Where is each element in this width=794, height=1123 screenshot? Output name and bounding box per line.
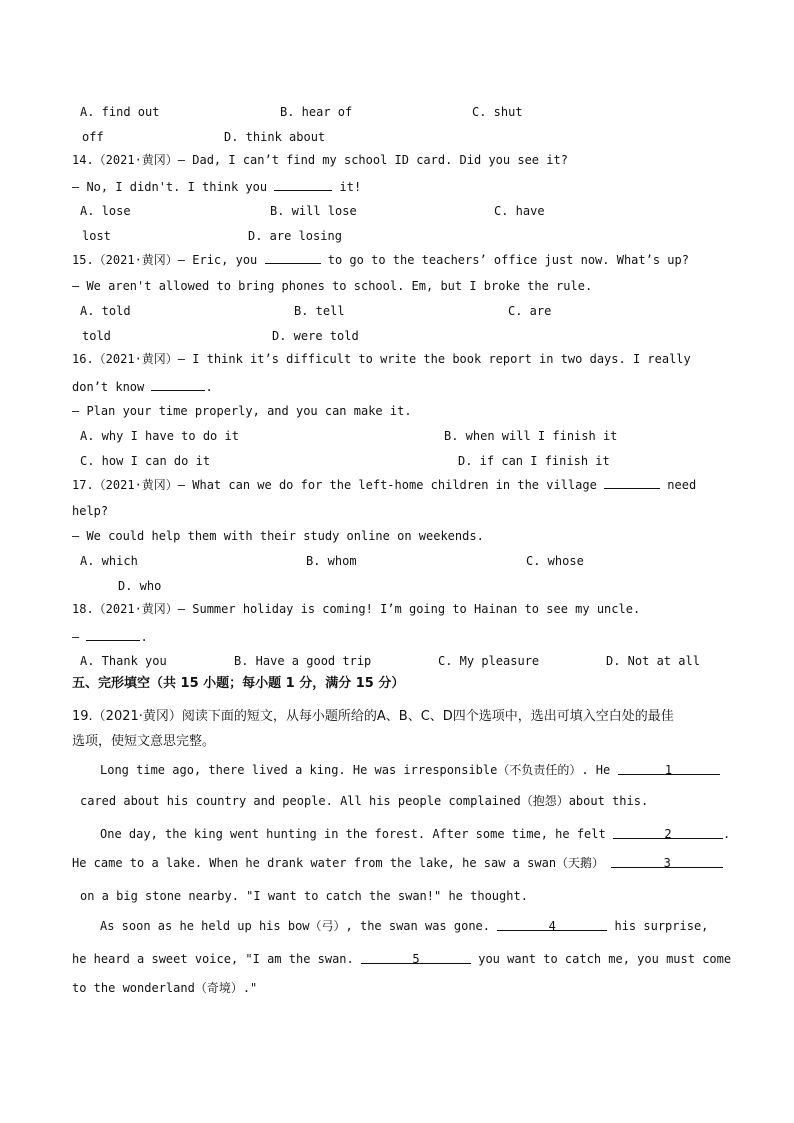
q14-option-b: B. will lose bbox=[270, 204, 357, 218]
q14-option-d: D. are losing bbox=[248, 229, 342, 243]
q18-reply-pre: — bbox=[72, 630, 80, 644]
q18-stem: 18.（2021·黄冈）— Summer holiday is coming! I’m going to Hainan to see my uncle. bbox=[72, 602, 641, 616]
q18-option-b: B. Have a good trip bbox=[234, 654, 372, 668]
q16-stem: 16.（2021·黄冈）— I think it’s difficult to write the book report in two days. I really bbox=[72, 352, 691, 366]
passage-p3-line1-end: his surprise, bbox=[614, 919, 709, 933]
q17-reply: — We could help them with their study online on weekends. bbox=[72, 529, 484, 543]
q14-reply-pre: — No, I didn't. I think you bbox=[72, 180, 268, 194]
cloze-blank-5: 5 bbox=[361, 951, 471, 964]
q13-option-d: D. think about bbox=[224, 130, 326, 144]
q17-stem-pre: 17.（2021·黄冈）— What can we do for the left-home children in the village bbox=[72, 478, 597, 492]
q16-cont-pre: don’t know bbox=[72, 380, 145, 394]
section-five-title: 五、完形填空（共 15 小题；每小题 1 分，满分 15 分） bbox=[72, 676, 405, 691]
q16-reply: — Plan your time properly, and you can make it. bbox=[72, 404, 412, 418]
cloze-blank-4: 4 bbox=[497, 918, 607, 931]
q16-option-c: C. how I can do it bbox=[80, 454, 211, 468]
q17-stem-cont: help? bbox=[72, 504, 109, 518]
q15-stem-pre: 15.（2021·黄冈）— Eric, you bbox=[72, 253, 258, 267]
passage-p3-line2 bbox=[72, 951, 731, 967]
passage-p3-line2-end: you want to catch me, you must come bbox=[478, 952, 732, 966]
passage-p3-line1-text: As soon as he held up his bow（弓）, the swan was gone. bbox=[100, 919, 491, 933]
q17-option-d: D. who bbox=[118, 579, 162, 593]
q17-option-a: A. which bbox=[80, 554, 138, 568]
q13-option-a: A. find out bbox=[80, 105, 160, 119]
q15-reply: — We aren't allowed to bring phones to school. Em, but I broke the rule. bbox=[72, 279, 593, 293]
passage-p3-line1 bbox=[100, 918, 708, 934]
q16-option-a: A. why I have to do it bbox=[80, 429, 239, 443]
q14-option-c: C. have bbox=[494, 204, 545, 218]
q17-option-c: C. whose bbox=[526, 554, 584, 568]
q18-option-a: A. Thank you bbox=[80, 654, 167, 668]
passage-p2-line2 bbox=[72, 855, 723, 871]
q15-stem bbox=[72, 251, 689, 268]
q15-option-b: B. tell bbox=[294, 304, 345, 318]
q14-option-a: A. lose bbox=[80, 204, 131, 218]
q19-intro-line2: 选项，使短文意思完整。 bbox=[72, 734, 216, 749]
q17-blank bbox=[604, 476, 660, 489]
q15-stem-post: to go to the teachers’ office just now. What’s up? bbox=[327, 253, 689, 267]
passage-p1-line1 bbox=[100, 762, 720, 778]
q15-option-a: A. told bbox=[80, 304, 131, 318]
q14-reply bbox=[72, 178, 361, 195]
passage-p2-line2-text: He came to a lake. When he drank water from the lake, he saw a swan（天鹅） bbox=[72, 856, 605, 870]
passage-p2-line1-end: . bbox=[722, 827, 731, 841]
passage-p1-line2: cared about his country and people. All his people complained（抱怨）about this. bbox=[80, 794, 649, 808]
q16-cont-post: . bbox=[205, 380, 213, 394]
q13-option-c-cont: off bbox=[82, 130, 104, 144]
cloze-blank-2: 2 bbox=[613, 826, 723, 839]
passage-p3-line3: to the wonderland（奇境）." bbox=[72, 981, 258, 995]
q16-option-b: B. when will I finish it bbox=[444, 429, 618, 443]
cloze-blank-3: 3 bbox=[611, 855, 723, 868]
q14-blank bbox=[274, 178, 332, 191]
q15-option-c: C. are bbox=[508, 304, 552, 318]
passage-p3-line2-text: he heard a sweet voice, "I am the swan. bbox=[72, 952, 354, 966]
q15-option-c-cont: told bbox=[82, 329, 111, 343]
q17-stem-post: need bbox=[667, 478, 697, 492]
q15-blank bbox=[265, 251, 321, 264]
q14-reply-post: it! bbox=[339, 180, 362, 194]
passage-p2-line1-text: One day, the king went hunting in the forest. After some time, he felt bbox=[100, 827, 606, 841]
q18-blank bbox=[86, 628, 140, 641]
passage-p2-line1 bbox=[100, 826, 730, 842]
q16-blank bbox=[151, 378, 205, 391]
q19-intro-line1: 19.（2021·黄冈）阅读下面的短文，从每小题所给的A、B、C、D四个选项中，选出可填入空白处的最佳 bbox=[72, 709, 674, 724]
passage-p2-line3: on a big stone nearby. "I want to catch the swan!" he thought. bbox=[80, 889, 528, 903]
q16-stem-cont bbox=[72, 378, 213, 395]
q18-reply-post: . bbox=[140, 630, 148, 644]
q18-option-c: C. My pleasure bbox=[438, 654, 540, 668]
q18-option-d: D. Not at all bbox=[606, 654, 700, 668]
q14-stem: 14.（2021·黄冈）— Dad, I can’t find my school ID card. Did you see it? bbox=[72, 153, 568, 167]
q14-option-c-cont: lost bbox=[82, 229, 111, 243]
q17-option-b: B. whom bbox=[306, 554, 357, 568]
q15-option-d: D. were told bbox=[272, 329, 359, 343]
q13-option-b: B. hear of bbox=[280, 105, 353, 119]
cloze-blank-1: 1 bbox=[618, 762, 720, 775]
q16-option-d: D. if can I finish it bbox=[458, 454, 610, 468]
q13-option-c: C. shut bbox=[472, 105, 523, 119]
q17-stem bbox=[72, 476, 696, 493]
passage-p1-line1-text: Long time ago, there lived a king. He was irresponsible（不负责任的）. He bbox=[100, 763, 611, 777]
q18-reply bbox=[72, 628, 148, 645]
